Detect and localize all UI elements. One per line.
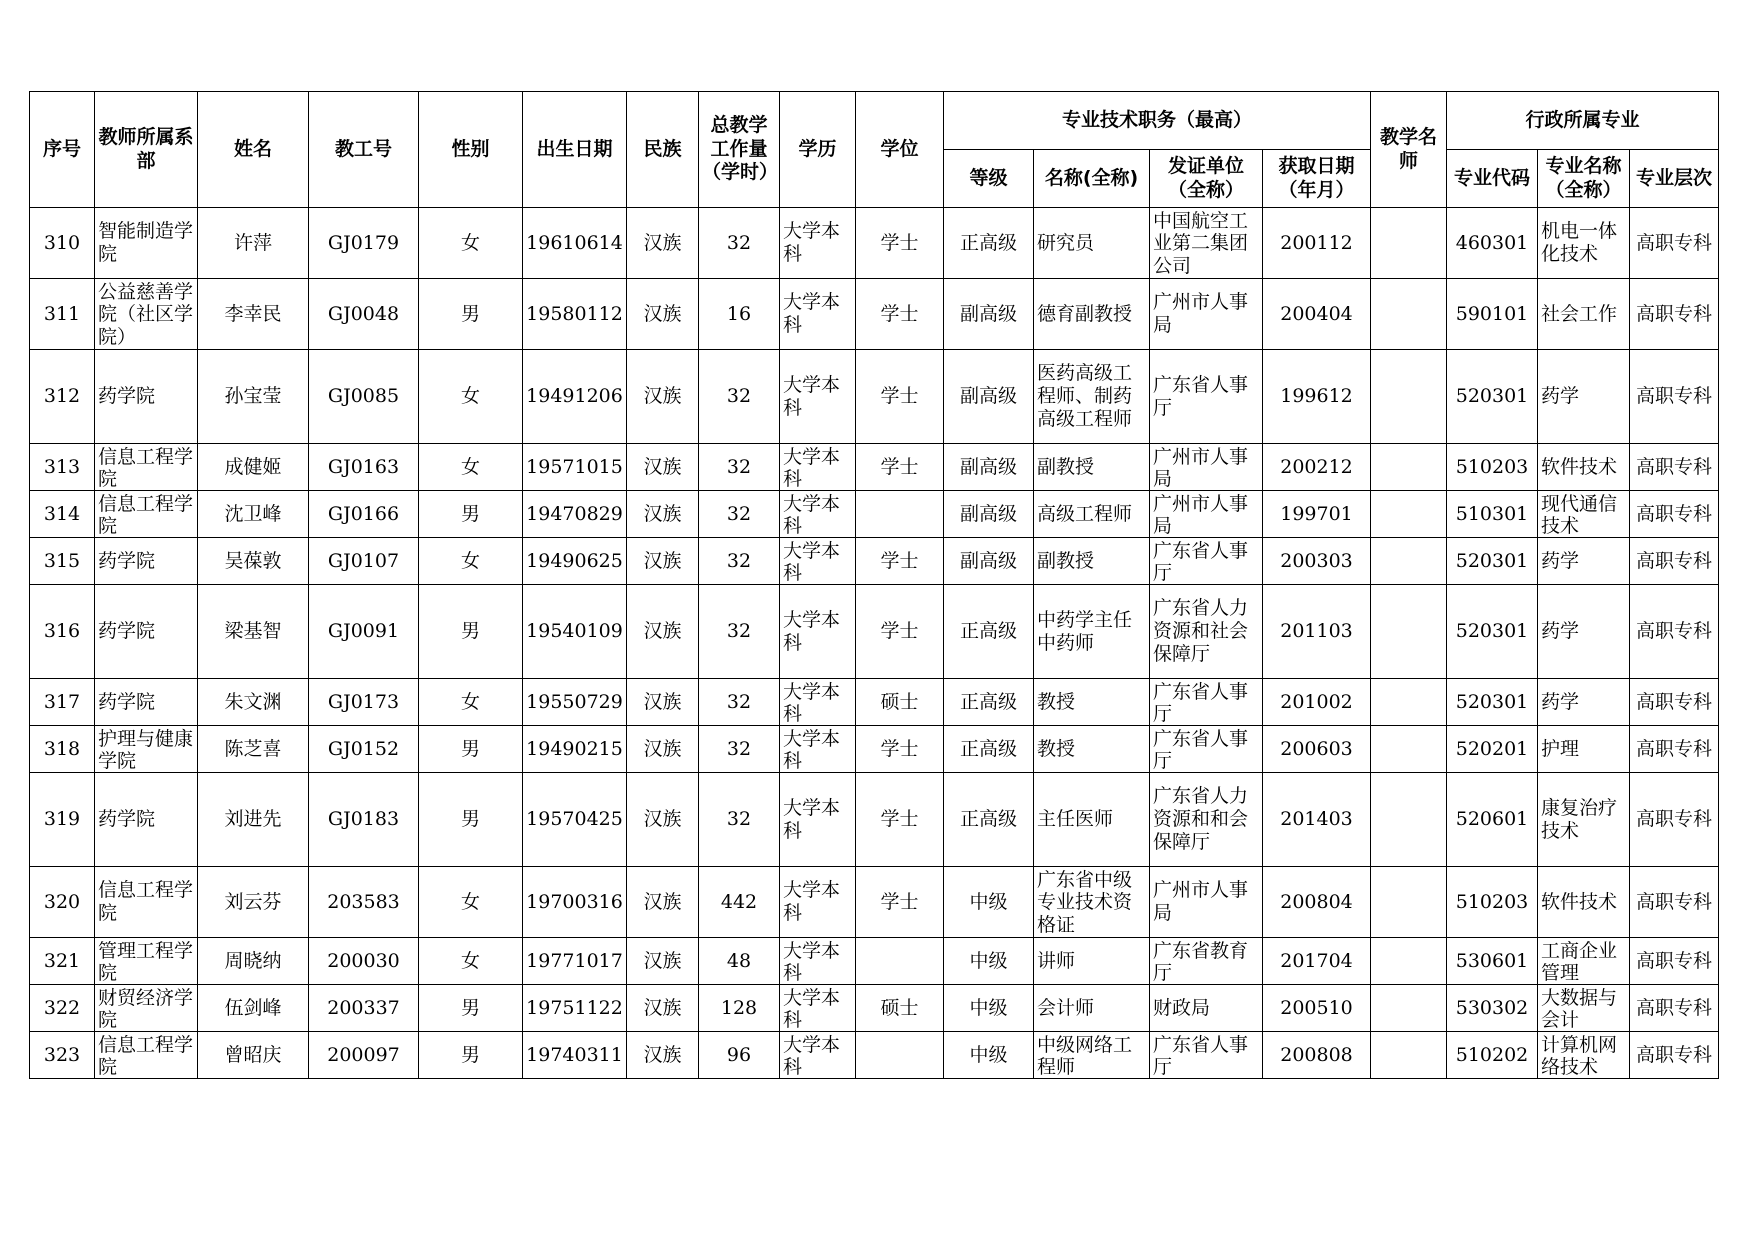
cell-major-level: 高职专科 [1630, 726, 1719, 773]
cell-workload: 32 [699, 679, 780, 726]
table-row [30, 279, 1719, 350]
cell-major-name: 药学 [1538, 538, 1630, 585]
cell-major-name: 大数据与会计 [1538, 985, 1630, 1032]
cell-famous-teacher [1371, 726, 1447, 773]
cell-major-name: 计算机网络技术 [1538, 1032, 1630, 1079]
cell-index: 310 [30, 208, 95, 279]
cell-famous-teacher [1371, 585, 1447, 679]
cell-famous-teacher [1371, 491, 1447, 538]
cell-staff-id: GJ0152 [309, 726, 419, 773]
teacher-table [29, 91, 1719, 1079]
cell-gender: 女 [419, 938, 523, 985]
cell-gender: 女 [419, 679, 523, 726]
table-row [30, 491, 1719, 538]
cell-title-level: 中级 [944, 867, 1034, 938]
cell-major-name: 药学 [1538, 350, 1630, 444]
cell-major-level: 高职专科 [1630, 444, 1719, 491]
cell-degree [856, 1032, 944, 1079]
cell-staff-id: GJ0085 [309, 350, 419, 444]
cell-name: 曾昭庆 [198, 1032, 309, 1079]
cell-major-code: 520201 [1447, 726, 1538, 773]
cell-gender: 男 [419, 985, 523, 1032]
cell-title-level: 正高级 [944, 679, 1034, 726]
cell-birth: 19540109 [523, 585, 627, 679]
cell-index: 322 [30, 985, 95, 1032]
cell-education: 大学本科 [780, 350, 856, 444]
cell-workload: 32 [699, 726, 780, 773]
cell-education: 大学本科 [780, 726, 856, 773]
cell-ethnicity: 汉族 [627, 279, 699, 350]
cell-major-code: 520601 [1447, 773, 1538, 867]
cell-issuer: 广东省教育厅 [1150, 938, 1263, 985]
cell-education: 大学本科 [780, 538, 856, 585]
header-staff-id: 教工号 [309, 92, 419, 208]
cell-major-name: 药学 [1538, 585, 1630, 679]
cell-title-level: 副高级 [944, 279, 1034, 350]
cell-major-level: 高职专科 [1630, 679, 1719, 726]
cell-workload: 48 [699, 938, 780, 985]
header-index: 序号 [30, 92, 95, 208]
cell-workload: 96 [699, 1032, 780, 1079]
cell-title-name: 副教授 [1034, 444, 1150, 491]
cell-obtained: 200404 [1263, 279, 1371, 350]
cell-education: 大学本科 [780, 773, 856, 867]
cell-education: 大学本科 [780, 938, 856, 985]
cell-name: 许萍 [198, 208, 309, 279]
cell-staff-id: GJ0048 [309, 279, 419, 350]
cell-workload: 32 [699, 491, 780, 538]
cell-education: 大学本科 [780, 208, 856, 279]
header-dept: 教师所属系部 [95, 92, 198, 208]
table-row [30, 773, 1719, 867]
header-issuer: 发证单位（全称） [1150, 150, 1263, 208]
cell-staff-id: GJ0166 [309, 491, 419, 538]
cell-gender: 男 [419, 726, 523, 773]
cell-major-level: 高职专科 [1630, 867, 1719, 938]
cell-name: 朱文渊 [198, 679, 309, 726]
cell-obtained: 200510 [1263, 985, 1371, 1032]
header-gender: 性别 [419, 92, 523, 208]
cell-major-code: 530302 [1447, 985, 1538, 1032]
cell-birth: 19470829 [523, 491, 627, 538]
cell-dept: 信息工程学院 [95, 491, 198, 538]
cell-index: 319 [30, 773, 95, 867]
cell-education: 大学本科 [780, 679, 856, 726]
cell-obtained: 199701 [1263, 491, 1371, 538]
cell-birth: 19580112 [523, 279, 627, 350]
cell-major-level: 高职专科 [1630, 985, 1719, 1032]
header-degree: 学位 [856, 92, 944, 208]
header-major-code: 专业代码 [1447, 150, 1538, 208]
cell-name: 沈卫峰 [198, 491, 309, 538]
cell-obtained: 200112 [1263, 208, 1371, 279]
cell-major-level: 高职专科 [1630, 208, 1719, 279]
cell-ethnicity: 汉族 [627, 208, 699, 279]
cell-ethnicity: 汉族 [627, 585, 699, 679]
table-row [30, 538, 1719, 585]
table-row [30, 1032, 1719, 1079]
cell-issuer: 财政局 [1150, 985, 1263, 1032]
cell-major-name: 软件技术 [1538, 867, 1630, 938]
cell-index: 318 [30, 726, 95, 773]
cell-staff-id: 200337 [309, 985, 419, 1032]
header-major-level: 专业层次 [1630, 150, 1719, 208]
cell-major-code: 520301 [1447, 679, 1538, 726]
cell-obtained: 199612 [1263, 350, 1371, 444]
cell-index: 321 [30, 938, 95, 985]
cell-issuer: 中国航空工业第二集团公司 [1150, 208, 1263, 279]
cell-title-name: 医药高级工程师、制药高级工程师 [1034, 350, 1150, 444]
cell-birth: 19550729 [523, 679, 627, 726]
cell-dept: 财贸经济学院 [95, 985, 198, 1032]
cell-famous-teacher [1371, 773, 1447, 867]
cell-ethnicity: 汉族 [627, 773, 699, 867]
cell-workload: 32 [699, 585, 780, 679]
cell-major-code: 510203 [1447, 867, 1538, 938]
cell-major-code: 460301 [1447, 208, 1538, 279]
table-row [30, 350, 1719, 444]
table-row [30, 679, 1719, 726]
cell-title-level: 正高级 [944, 773, 1034, 867]
cell-gender: 男 [419, 585, 523, 679]
table-header [30, 92, 1719, 208]
cell-degree: 学士 [856, 444, 944, 491]
cell-title-name: 广东省中级专业技术资格证 [1034, 867, 1150, 938]
cell-birth: 19700316 [523, 867, 627, 938]
cell-education: 大学本科 [780, 1032, 856, 1079]
cell-title-level: 副高级 [944, 538, 1034, 585]
cell-workload: 128 [699, 985, 780, 1032]
table-row [30, 726, 1719, 773]
cell-major-code: 520301 [1447, 585, 1538, 679]
cell-major-level: 高职专科 [1630, 350, 1719, 444]
cell-famous-teacher [1371, 350, 1447, 444]
cell-major-code: 520301 [1447, 538, 1538, 585]
header-major-group: 行政所属专业 [1447, 92, 1719, 150]
table-row [30, 867, 1719, 938]
cell-ethnicity: 汉族 [627, 985, 699, 1032]
cell-name: 孙宝莹 [198, 350, 309, 444]
cell-staff-id: GJ0179 [309, 208, 419, 279]
cell-obtained: 201002 [1263, 679, 1371, 726]
cell-ethnicity: 汉族 [627, 350, 699, 444]
cell-name: 刘云芬 [198, 867, 309, 938]
cell-title-name: 会计师 [1034, 985, 1150, 1032]
cell-birth: 19490625 [523, 538, 627, 585]
cell-education: 大学本科 [780, 444, 856, 491]
cell-title-name: 主任医师 [1034, 773, 1150, 867]
cell-name: 刘进先 [198, 773, 309, 867]
cell-birth: 19491206 [523, 350, 627, 444]
cell-title-level: 副高级 [944, 491, 1034, 538]
cell-staff-id: 203583 [309, 867, 419, 938]
cell-major-level: 高职专科 [1630, 279, 1719, 350]
table-row [30, 208, 1719, 279]
cell-issuer: 广东省人事厅 [1150, 538, 1263, 585]
cell-workload: 442 [699, 867, 780, 938]
cell-dept: 药学院 [95, 538, 198, 585]
cell-major-code: 510202 [1447, 1032, 1538, 1079]
cell-index: 323 [30, 1032, 95, 1079]
cell-issuer: 广东省人事厅 [1150, 726, 1263, 773]
table-body [30, 208, 1719, 1079]
cell-title-name: 教授 [1034, 679, 1150, 726]
cell-name: 伍剑峰 [198, 985, 309, 1032]
cell-issuer: 广东省人事厅 [1150, 679, 1263, 726]
cell-obtained: 200804 [1263, 867, 1371, 938]
cell-gender: 女 [419, 538, 523, 585]
cell-education: 大学本科 [780, 985, 856, 1032]
cell-dept: 信息工程学院 [95, 444, 198, 491]
cell-degree: 学士 [856, 867, 944, 938]
cell-index: 315 [30, 538, 95, 585]
cell-title-level: 正高级 [944, 585, 1034, 679]
cell-title-name: 研究员 [1034, 208, 1150, 279]
cell-ethnicity: 汉族 [627, 538, 699, 585]
cell-issuer: 广东省人事厅 [1150, 1032, 1263, 1079]
cell-famous-teacher [1371, 985, 1447, 1032]
cell-degree [856, 938, 944, 985]
cell-ethnicity: 汉族 [627, 444, 699, 491]
cell-degree: 学士 [856, 350, 944, 444]
cell-dept: 药学院 [95, 585, 198, 679]
cell-major-code: 520301 [1447, 350, 1538, 444]
cell-ethnicity: 汉族 [627, 679, 699, 726]
cell-dept: 管理工程学院 [95, 938, 198, 985]
cell-education: 大学本科 [780, 867, 856, 938]
cell-dept: 药学院 [95, 773, 198, 867]
cell-issuer: 广州市人事局 [1150, 279, 1263, 350]
cell-title-level: 正高级 [944, 208, 1034, 279]
cell-workload: 32 [699, 773, 780, 867]
cell-major-name: 机电一体化技术 [1538, 208, 1630, 279]
cell-birth: 19610614 [523, 208, 627, 279]
cell-degree: 学士 [856, 585, 944, 679]
cell-issuer: 广州市人事局 [1150, 491, 1263, 538]
cell-dept: 信息工程学院 [95, 867, 198, 938]
cell-major-level: 高职专科 [1630, 773, 1719, 867]
cell-major-name: 社会工作 [1538, 279, 1630, 350]
cell-staff-id: GJ0163 [309, 444, 419, 491]
cell-famous-teacher [1371, 867, 1447, 938]
cell-title-level: 中级 [944, 1032, 1034, 1079]
cell-degree: 硕士 [856, 679, 944, 726]
cell-dept: 智能制造学院 [95, 208, 198, 279]
cell-workload: 32 [699, 350, 780, 444]
cell-index: 311 [30, 279, 95, 350]
table-row [30, 585, 1719, 679]
cell-obtained: 200212 [1263, 444, 1371, 491]
cell-gender: 男 [419, 1032, 523, 1079]
cell-education: 大学本科 [780, 585, 856, 679]
cell-name: 周晓纳 [198, 938, 309, 985]
cell-major-name: 护理 [1538, 726, 1630, 773]
header-famous-teacher: 教学名师 [1371, 92, 1447, 208]
header-title-group: 专业技术职务（最高） [944, 92, 1371, 150]
cell-issuer: 广州市人事局 [1150, 867, 1263, 938]
cell-gender: 女 [419, 208, 523, 279]
cell-gender: 男 [419, 491, 523, 538]
cell-index: 316 [30, 585, 95, 679]
cell-obtained: 201103 [1263, 585, 1371, 679]
cell-title-name: 德育副教授 [1034, 279, 1150, 350]
cell-dept: 药学院 [95, 679, 198, 726]
cell-famous-teacher [1371, 1032, 1447, 1079]
cell-issuer: 广东省人力资源和社会保障厅 [1150, 585, 1263, 679]
cell-title-name: 中级网络工程师 [1034, 1032, 1150, 1079]
cell-major-name: 药学 [1538, 679, 1630, 726]
header-title-level: 等级 [944, 150, 1034, 208]
cell-major-name: 康复治疗技术 [1538, 773, 1630, 867]
cell-name: 成健姬 [198, 444, 309, 491]
cell-birth: 19771017 [523, 938, 627, 985]
cell-title-name: 高级工程师 [1034, 491, 1150, 538]
cell-major-level: 高职专科 [1630, 1032, 1719, 1079]
cell-title-level: 中级 [944, 985, 1034, 1032]
cell-title-name: 讲师 [1034, 938, 1150, 985]
table-row [30, 938, 1719, 985]
cell-gender: 女 [419, 867, 523, 938]
cell-issuer: 广州市人事局 [1150, 444, 1263, 491]
cell-birth: 19490215 [523, 726, 627, 773]
cell-ethnicity: 汉族 [627, 1032, 699, 1079]
cell-famous-teacher [1371, 679, 1447, 726]
cell-name: 吴葆敦 [198, 538, 309, 585]
cell-major-level: 高职专科 [1630, 538, 1719, 585]
cell-index: 312 [30, 350, 95, 444]
cell-issuer: 广东省人力资源和和会保障厅 [1150, 773, 1263, 867]
cell-workload: 16 [699, 279, 780, 350]
cell-staff-id: 200097 [309, 1032, 419, 1079]
header-birth: 出生日期 [523, 92, 627, 208]
table-row [30, 444, 1719, 491]
cell-index: 314 [30, 491, 95, 538]
header-workload: 总教学工作量（学时） [699, 92, 780, 208]
cell-birth: 19570425 [523, 773, 627, 867]
cell-major-code: 510203 [1447, 444, 1538, 491]
cell-birth: 19571015 [523, 444, 627, 491]
header-title-name: 名称(全称) [1034, 150, 1150, 208]
cell-degree [856, 491, 944, 538]
cell-title-level: 中级 [944, 938, 1034, 985]
cell-obtained: 201403 [1263, 773, 1371, 867]
header-ethnicity: 民族 [627, 92, 699, 208]
header-major-name: 专业名称（全称） [1538, 150, 1630, 208]
cell-birth: 19751122 [523, 985, 627, 1032]
cell-education: 大学本科 [780, 279, 856, 350]
cell-dept: 信息工程学院 [95, 1032, 198, 1079]
cell-famous-teacher [1371, 938, 1447, 985]
cell-degree: 学士 [856, 726, 944, 773]
cell-index: 320 [30, 867, 95, 938]
cell-staff-id: GJ0107 [309, 538, 419, 585]
cell-major-code: 530601 [1447, 938, 1538, 985]
cell-staff-id: GJ0183 [309, 773, 419, 867]
cell-major-code: 590101 [1447, 279, 1538, 350]
cell-gender: 女 [419, 350, 523, 444]
cell-dept: 药学院 [95, 350, 198, 444]
cell-dept: 护理与健康学院 [95, 726, 198, 773]
cell-major-name: 现代通信技术 [1538, 491, 1630, 538]
cell-ethnicity: 汉族 [627, 726, 699, 773]
cell-degree: 学士 [856, 279, 944, 350]
cell-major-level: 高职专科 [1630, 938, 1719, 985]
cell-index: 317 [30, 679, 95, 726]
table-row [30, 985, 1719, 1032]
cell-major-level: 高职专科 [1630, 585, 1719, 679]
cell-name: 陈芝喜 [198, 726, 309, 773]
cell-staff-id: 200030 [309, 938, 419, 985]
cell-title-level: 正高级 [944, 726, 1034, 773]
cell-workload: 32 [699, 538, 780, 585]
header-name: 姓名 [198, 92, 309, 208]
cell-degree: 学士 [856, 208, 944, 279]
cell-famous-teacher [1371, 444, 1447, 491]
cell-issuer: 广东省人事厅 [1150, 350, 1263, 444]
cell-degree: 学士 [856, 538, 944, 585]
cell-major-level: 高职专科 [1630, 491, 1719, 538]
cell-title-level: 副高级 [944, 444, 1034, 491]
cell-title-name: 中药学主任中药师 [1034, 585, 1150, 679]
cell-degree: 学士 [856, 773, 944, 867]
cell-workload: 32 [699, 208, 780, 279]
cell-birth: 19740311 [523, 1032, 627, 1079]
cell-gender: 男 [419, 279, 523, 350]
cell-dept: 公益慈善学院（社区学院） [95, 279, 198, 350]
cell-index: 313 [30, 444, 95, 491]
cell-famous-teacher [1371, 279, 1447, 350]
header-obtained: 获取日期（年月） [1263, 150, 1371, 208]
cell-ethnicity: 汉族 [627, 938, 699, 985]
cell-education: 大学本科 [780, 491, 856, 538]
cell-famous-teacher [1371, 208, 1447, 279]
cell-name: 李幸民 [198, 279, 309, 350]
cell-staff-id: GJ0173 [309, 679, 419, 726]
cell-major-code: 510301 [1447, 491, 1538, 538]
cell-workload: 32 [699, 444, 780, 491]
cell-name: 梁基智 [198, 585, 309, 679]
cell-obtained: 200603 [1263, 726, 1371, 773]
header-education: 学历 [780, 92, 856, 208]
cell-title-level: 副高级 [944, 350, 1034, 444]
cell-major-name: 软件技术 [1538, 444, 1630, 491]
cell-famous-teacher [1371, 538, 1447, 585]
cell-gender: 男 [419, 773, 523, 867]
cell-ethnicity: 汉族 [627, 491, 699, 538]
cell-title-name: 副教授 [1034, 538, 1150, 585]
cell-degree: 硕士 [856, 985, 944, 1032]
cell-obtained: 200808 [1263, 1032, 1371, 1079]
cell-major-name: 工商企业管理 [1538, 938, 1630, 985]
cell-title-name: 教授 [1034, 726, 1150, 773]
cell-ethnicity: 汉族 [627, 867, 699, 938]
cell-gender: 女 [419, 444, 523, 491]
cell-obtained: 201704 [1263, 938, 1371, 985]
cell-staff-id: GJ0091 [309, 585, 419, 679]
cell-obtained: 200303 [1263, 538, 1371, 585]
